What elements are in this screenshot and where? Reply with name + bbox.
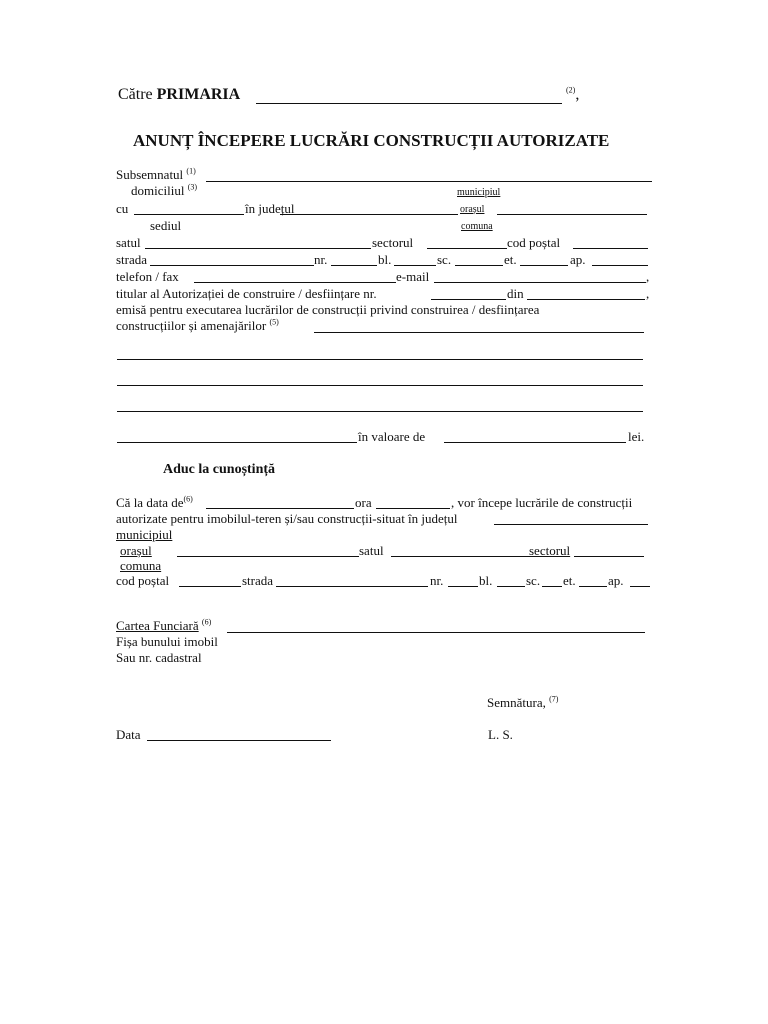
imobil-cod-postal-label: cod poștal [116, 573, 170, 588]
addressee-institution: PRIMARIA [156, 86, 241, 103]
imobil-municipiu-field[interactable] [177, 556, 359, 557]
constructii-field-3[interactable] [117, 385, 643, 386]
sc-field[interactable] [455, 265, 503, 266]
ora-field[interactable] [376, 508, 450, 509]
semnatura-text: Semnătura, [487, 695, 546, 710]
bl-label: bl. [378, 252, 392, 267]
nr-cadastral-label: Sau nr. cadastral [116, 650, 202, 665]
valoare-label: în valoare de [358, 429, 426, 444]
vor-incepe-text: , vor începe lucrările de construcții [451, 495, 633, 510]
autorizatie-nr-field[interactable] [431, 299, 506, 300]
sc-label: sc. [437, 252, 452, 267]
emisa-text: emisă pentru executarea lucrărilor de construcții privind construirea / desființarea [116, 302, 540, 317]
option-municipiul-bottom: municipiul [116, 527, 173, 542]
institution-field[interactable] [256, 103, 562, 104]
imobil-sectorul-field[interactable] [574, 556, 644, 557]
imobil-sc-field[interactable] [542, 586, 562, 587]
domiciliul-text: domiciliul [131, 183, 185, 198]
satul-field[interactable] [145, 248, 371, 249]
ora-label: ora [355, 495, 372, 510]
note-7: (7) [549, 694, 559, 704]
notice-heading: Aduc la cunoștință [163, 462, 276, 477]
imobil-bl-field[interactable] [497, 586, 525, 587]
option-orasul-bottom: orașul [120, 543, 152, 558]
cod-postal-label: cod poștal [507, 235, 561, 250]
cartea-funciara-text: Cartea Funciară [116, 618, 199, 633]
autorizatie-date-field[interactable] [527, 299, 645, 300]
constructii-field-2[interactable] [117, 359, 643, 360]
semnatura-label [487, 695, 558, 711]
email-comma: , [646, 269, 650, 284]
constructiilor-label [116, 318, 279, 334]
imobil-satul-field[interactable] [391, 556, 529, 557]
ls-label: L. S. [488, 727, 513, 742]
imobil-et-label: et. [563, 573, 576, 588]
constructii-field-1[interactable] [314, 332, 644, 333]
strada-field[interactable] [150, 265, 314, 266]
lei-label: lei. [628, 429, 645, 444]
imobil-satul-label: satul [359, 543, 384, 558]
ap-label: ap. [570, 252, 586, 267]
addressee-line [118, 86, 240, 104]
bl-field[interactable] [394, 265, 436, 266]
in-judetul-label: în județul [245, 201, 295, 216]
data-inceput-field[interactable] [206, 508, 354, 509]
ca-la-data-text: Că la data de [116, 495, 184, 510]
data-label: Data [116, 727, 141, 742]
imobil-sectorul-label: sectorul [529, 543, 571, 558]
imobil-strada-field[interactable] [276, 586, 428, 587]
cartea-funciara-label [116, 618, 211, 634]
telefon-label: telefon / fax [116, 269, 179, 284]
option-orasul-top: orașul [460, 204, 485, 215]
note-1: (1) [186, 166, 196, 176]
email-field[interactable] [434, 282, 646, 283]
sediul-label: sediul [150, 218, 182, 233]
email-label: e-mail [396, 269, 430, 284]
note-2: (2) [566, 85, 576, 95]
constructii-field-4[interactable] [117, 411, 643, 412]
subsemnatul-text: Subsemnatul [116, 167, 184, 182]
telefon-field[interactable] [194, 282, 396, 283]
imobil-judetul-field[interactable] [494, 524, 648, 525]
imobil-ap-label: ap. [608, 573, 624, 588]
page-title: ANUNȚ ÎNCEPERE LUCRĂRI CONSTRUCȚII AUTORIZATE [133, 131, 610, 150]
sectorul-field[interactable] [427, 248, 507, 249]
imobil-sc-label: sc. [526, 573, 541, 588]
imobil-et-field[interactable] [579, 586, 607, 587]
titular-label: titular al Autorizației de construire / desființare nr. [116, 286, 377, 301]
satul-label: satul [116, 235, 141, 250]
cu-field[interactable] [134, 214, 244, 215]
imobil-ap-field[interactable] [630, 586, 650, 587]
municipiu-field[interactable] [497, 214, 647, 215]
note-6: (6) [183, 494, 193, 504]
nr-label: nr. [314, 252, 328, 267]
strada-label: strada [116, 252, 148, 267]
nr-field[interactable] [331, 265, 377, 266]
imobil-nr-label: nr. [430, 573, 444, 588]
note-5: (5) [269, 317, 279, 327]
constructii-field-5[interactable] [117, 442, 357, 443]
valoare-field[interactable] [444, 442, 626, 443]
option-comuna-top: comuna [461, 221, 493, 232]
cu-label: cu [116, 201, 129, 216]
option-comuna-bottom: comuna [120, 558, 162, 573]
data-field[interactable] [147, 740, 331, 741]
imobil-cod-postal-field[interactable] [179, 586, 241, 587]
cod-postal-field[interactable] [573, 248, 648, 249]
fisa-bunului-label: Fișa bunului imobil [116, 634, 218, 649]
ap-field[interactable] [592, 265, 648, 266]
addressee-note [566, 86, 579, 104]
judetul-field[interactable] [280, 214, 458, 215]
note-3: (3) [187, 182, 198, 192]
imobil-nr-field[interactable] [448, 586, 478, 587]
constructiilor-text: construcțiilor și amenajărilor [116, 318, 267, 333]
et-field[interactable] [520, 265, 568, 266]
domiciliul-label [131, 183, 197, 199]
addressee-comma: , [575, 86, 580, 103]
et-label: et. [504, 252, 517, 267]
note-6b: (6) [201, 617, 212, 627]
option-municipiul-top: municipiul [457, 187, 501, 198]
data-inceput-label [116, 495, 193, 511]
din-label: din [507, 286, 524, 301]
autorizate-text: autorizate pentru imobilul-teren și/sau construcții-situat în județul [116, 511, 458, 526]
cartea-funciara-field[interactable] [227, 632, 645, 633]
imobil-bl-label: bl. [479, 573, 493, 588]
titular-comma: , [646, 286, 650, 301]
subsemnatul-field[interactable] [206, 181, 652, 182]
sectorul-label: sectorul [372, 235, 414, 250]
addressee-prefix: Către [118, 86, 153, 103]
imobil-strada-label: strada [242, 573, 274, 588]
subsemnatul-label [116, 167, 196, 183]
